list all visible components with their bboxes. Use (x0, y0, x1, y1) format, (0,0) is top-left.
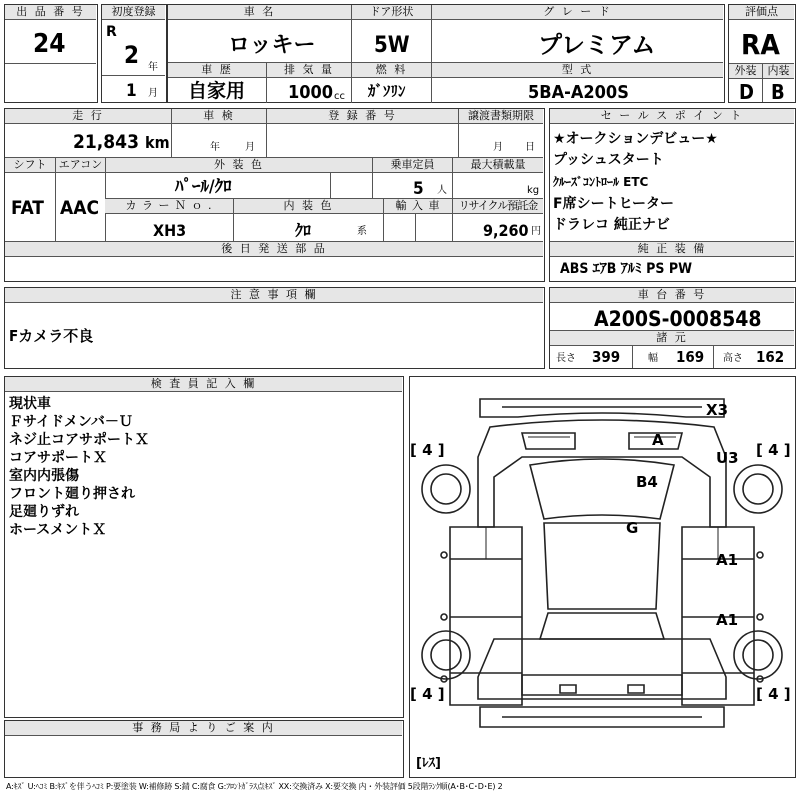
damage-mark: A1 (716, 551, 739, 569)
inspector-line: コアサポートＸ (9, 450, 107, 466)
ext-grade-label: 外装 (729, 64, 762, 79)
inspector-line: 現状車 (9, 396, 51, 412)
cc-unit: cc (334, 91, 345, 102)
doors-label: ドア形状 (351, 5, 431, 20)
width: 169 (676, 348, 705, 366)
inspector-line: ホースメントＸ (9, 522, 107, 538)
recycle-unit: 円 (531, 226, 541, 237)
int-color-unit: 系 (357, 226, 367, 237)
km-unit: km (145, 133, 170, 152)
registration-label: 初度登録 (102, 5, 165, 20)
spare-tire: [ﾚｽ] (416, 756, 441, 771)
ext-color: ﾊﾟｰﾙ/ｸﾛ (175, 177, 232, 197)
score-cell (728, 4, 796, 103)
inspector-line: フロント廻り押され (9, 486, 135, 502)
recycle: 9,260 (483, 221, 529, 240)
equipment-label: 純 正 装 備 (550, 242, 794, 257)
inspector-line: Ｆサイドメンバ－Ｕ (9, 414, 133, 430)
transfer-day-unit: 日 (525, 142, 535, 153)
load-label: 最大積載量 (452, 158, 543, 173)
history-label: 車 歴 (168, 63, 266, 78)
registration-cell (101, 4, 167, 103)
shift-label: シフト (5, 158, 55, 173)
grade: プレミアム (538, 31, 656, 59)
shift: FAT (11, 197, 44, 219)
capacity-label: 乗車定員 (372, 158, 452, 173)
sales-points-label: セ ー ル ス ポ イ ン ト (550, 109, 794, 124)
int-grade: B (771, 80, 785, 104)
registration-year: 2 (124, 41, 140, 69)
color-no: XH3 (153, 221, 187, 240)
width-label: 幅 (648, 353, 658, 364)
chassis-label: 車 台 番 号 (550, 288, 794, 303)
inspector-line: 室内内張傷 (9, 468, 79, 484)
history: 自家用 (188, 80, 246, 102)
tire-front-left: [ 4 ] (410, 441, 445, 459)
office-block (4, 720, 404, 778)
year-unit: 年 (148, 62, 158, 73)
sales-points-list (553, 129, 718, 236)
car-diagram (410, 377, 794, 776)
inspector-label: 検 査 員 記 入 欄 (5, 377, 402, 392)
transfer-month-unit: 月 (493, 142, 503, 153)
length: 399 (592, 348, 621, 366)
registration-month: 1 (126, 81, 137, 101)
spec-label: 諸 元 (550, 331, 794, 346)
sales-point-item: ドラレコ 純正ナビ (553, 217, 670, 233)
sales-points-block (549, 108, 796, 282)
month-unit: 月 (148, 88, 158, 99)
damage-mark: G (626, 519, 639, 537)
displacement-label: 排 気 量 (266, 63, 351, 78)
damage-mark: A (652, 431, 664, 449)
capacity-unit: 人 (437, 185, 447, 196)
mileage-label: 走 行 (5, 109, 171, 124)
car-diagram-block (409, 376, 796, 778)
fuel-label: 燃 料 (351, 63, 431, 78)
recycle-label: リサイクル預託金 (452, 199, 543, 214)
damage-mark: U3 (716, 449, 739, 467)
grade-label: グ レ ー ド (431, 5, 723, 20)
car-name: ロッキー (228, 33, 316, 58)
lot-number-cell (4, 4, 98, 103)
inspector-line: ネジ止コアサポートＸ (9, 432, 149, 448)
later-parts-label: 後 日 発 送 部 品 (5, 242, 543, 257)
length-label: 長さ (556, 353, 576, 364)
details-block (4, 108, 545, 282)
notes-text: Fカメラ不良 (9, 327, 94, 345)
tire-front-right: [ 4 ] (756, 441, 791, 459)
score-label: 評価点 (729, 5, 794, 20)
lot-number: 24 (33, 29, 66, 59)
import-label: 輸 入 車 (383, 199, 452, 214)
sales-point-item: プッシュスタート (553, 152, 664, 168)
legend: A:ｷｽﾞ U:ﾍｺﾐ B:ｷｽﾞを伴うﾍｺﾐ P:要塗装 W:補修跡 S:錆 C:腐食 G:ﾌﾛﾝﾄｶﾞﾗｽ点ｷｽﾞ XX:交換済み X:要交換 内・外装評価 5段階ﾗﾝｸ順(A･B･C･D･E) 2 (6, 782, 503, 791)
notes-block (4, 287, 545, 369)
header-block (4, 4, 796, 104)
ext-color-label: 外 装 色 (105, 158, 372, 173)
score: RA (741, 28, 780, 61)
chassis-block (549, 287, 796, 369)
damage-mark: X3 (706, 401, 729, 419)
office-label: 事 務 局 よ り ご 案 内 (5, 721, 402, 736)
lot-number-label: 出 品 番 号 (5, 5, 96, 20)
inspection-month-unit: 月 (245, 142, 255, 153)
transfer-label: 譲渡書類期限 (458, 109, 543, 124)
int-grade-label: 内装 (762, 64, 794, 79)
model-label: 型 式 (431, 63, 723, 78)
tire-rear-right: [ 4 ] (756, 685, 791, 703)
height-label: 高さ (723, 353, 743, 364)
int-color: ｸﾛ (295, 221, 312, 240)
capacity: 5 (413, 179, 424, 199)
height: 162 (756, 348, 785, 366)
door-type: 5W (374, 33, 410, 58)
sales-point-item: F席シートヒーター (553, 196, 675, 212)
inspector-line: 足廻りずれ (9, 504, 79, 520)
ext-grade: D (739, 80, 754, 104)
sales-point-item: ★オークションデビュー★ (553, 131, 718, 147)
displacement: 1000 (288, 82, 334, 103)
damage-mark: A1 (716, 611, 739, 629)
inspector-block (4, 376, 404, 718)
mileage: 21,843 (73, 131, 139, 153)
fuel: ｶﾞｿﾘﾝ (368, 82, 406, 100)
int-color-label: 内 装 色 (233, 199, 383, 214)
era: R (106, 24, 117, 40)
ac: AAC (60, 197, 100, 219)
load-unit: kg (527, 185, 540, 196)
tire-rear-left: [ 4 ] (410, 685, 445, 703)
equipment: ABS ｴｱB ｱﾙﾐ PS PW (560, 261, 692, 277)
sales-point-item: ｸﾙｰｽﾞｺﾝﾄﾛｰﾙ ETC (553, 175, 649, 189)
color-no-label: カ ラ ー Ｎ ｏ . (105, 199, 233, 214)
model: 5BA-A200S (528, 82, 629, 103)
damage-mark: B4 (636, 473, 658, 491)
vehicle-info-cell (167, 4, 725, 103)
notes-label: 注 意 事 項 欄 (5, 288, 543, 303)
inspector-notes (9, 395, 149, 539)
regno-label: 登 録 番 号 (266, 109, 458, 124)
inspection-year-unit: 年 (210, 142, 220, 153)
ac-label: エアコン (55, 158, 105, 173)
name-label: 車 名 (168, 5, 351, 20)
chassis-number: A200S-0008548 (594, 307, 762, 331)
inspection-label: 車 検 (171, 109, 266, 124)
